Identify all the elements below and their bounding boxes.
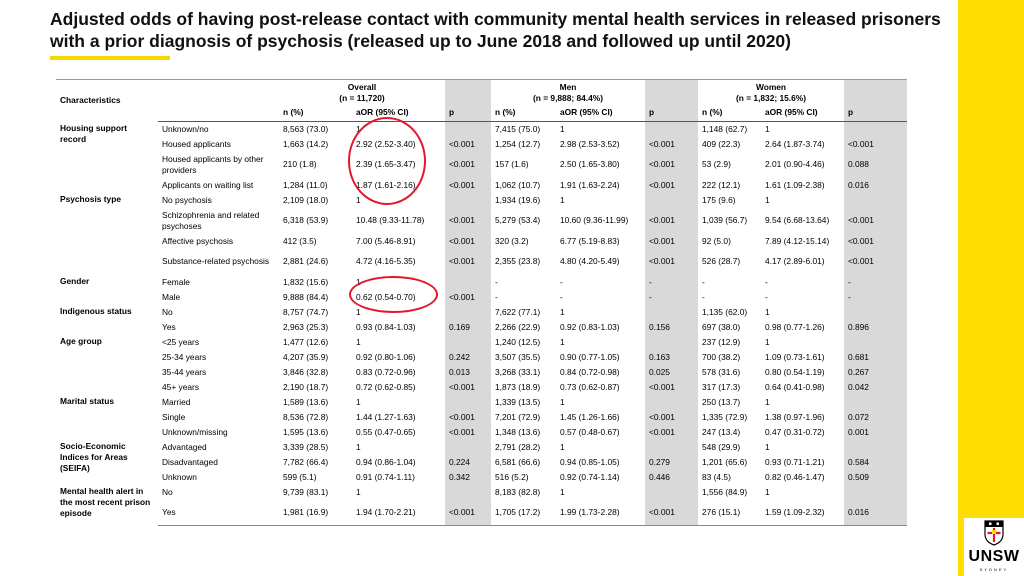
n-percent-cell: 697 (38.0) [702,321,741,332]
aor-cell: 1 [356,276,361,287]
aor-cell: 0.64 (0.41-0.98) [765,381,825,392]
col-header-aor: aOR (95% CI) [352,104,445,122]
aor-cell: 0.93 (0.71-1.21) [765,456,825,467]
n-percent-cell: 157 (1.6) [495,159,529,169]
n-percent-cell: 2,963 (25.3) [283,321,329,332]
logo-wordmark: UNSW [968,548,1020,565]
brand-side-band [958,0,1024,576]
aor-cell: 2.01 (0.90-4.46) [765,159,825,169]
p-value-cell: <0.001 [445,500,491,526]
aor-cell: 0.93 (0.84-1.03) [356,321,416,332]
n-percent-cell: 409 (22.3) [702,138,741,149]
table-row [56,249,907,275]
col-header-aor: aOR (95% CI) [556,104,645,122]
n-percent-cell: 1,135 (62.0) [702,306,748,317]
n-percent-cell: 237 (12.9) [702,336,741,347]
table-row [56,275,907,290]
aor-cell: 1 [765,336,770,347]
aor-cell: 1 [765,123,770,134]
aor-cell: 4.72 (4.16-5.35) [356,256,416,266]
p-value-cell: - [844,275,907,290]
aor-cell: 2.92 (2.52-3.40) [356,138,416,149]
aor-cell: 1 [356,336,361,347]
aor-cell: - [560,291,563,302]
aor-cell: 6.77 (5.19-8.83) [560,235,620,246]
aor-cell: 0.62 (0.54-0.70) [356,291,416,302]
aor-cell: 1 [765,441,770,452]
aor-cell: 9.54 (6.68-13.64) [765,215,830,225]
p-value-cell: <0.001 [645,425,698,440]
n-percent-cell: 8,536 (72.8) [283,411,329,422]
p-value-cell: <0.001 [645,152,698,178]
p-value-cell [445,335,491,350]
aor-cell: 1 [765,194,770,205]
p-value-cell [645,485,698,500]
aor-cell: 0.80 (0.54-1.19) [765,366,825,377]
p-value-cell: <0.001 [645,500,698,526]
n-percent-cell: - [702,291,705,302]
slide-title: Adjusted odds of having post-release contact with community mental health services in released prisoners with a prior diagnosis of psychosis (released up to June 2018 and followed up until 2020) [50,9,941,51]
aor-cell: 1 [765,396,770,407]
n-percent-cell: 1,039 (56.7) [702,215,748,225]
p-value-cell: 0.025 [645,365,698,380]
level-cell: Unknown [162,471,197,482]
p-value-cell: <0.001 [645,208,698,234]
group-header-overall: Overall (n = 11,720) [339,82,385,103]
p-value-cell: <0.001 [645,178,698,193]
p-value-cell [844,335,907,350]
level-cell: No psychosis [162,194,212,205]
aor-cell: 1.61 (1.09-2.38) [765,179,825,190]
aor-cell: 0.73 (0.62-0.87) [560,381,620,392]
p-value-cell: <0.001 [645,410,698,425]
p-value-cell: <0.001 [445,152,491,178]
p-value-cell: 0.342 [445,470,491,485]
p-value-cell: 0.279 [645,455,698,470]
n-percent-cell: 210 (1.8) [283,159,317,169]
n-percent-cell: 9,888 (84.4) [283,291,329,302]
p-value-cell [445,193,491,208]
n-percent-cell: 1,556 (84.9) [702,486,748,497]
table-row [56,485,907,500]
n-percent-cell: 276 (15.1) [698,500,761,526]
n-percent-cell: - [495,276,498,287]
p-value-cell: 0.088 [844,152,907,178]
n-percent-cell: 578 (31.6) [702,366,741,377]
n-percent-cell: 320 (3.2) [495,235,529,246]
n-percent-cell: 6,318 (53.9) [283,215,329,225]
aor-cell: 0.82 (0.46-1.47) [765,471,825,482]
aor-cell: 0.92 (0.74-1.14) [560,471,620,482]
p-value-cell [844,305,907,320]
n-percent-cell: 1,663 (14.2) [283,138,329,149]
table-row [56,350,907,365]
aor-cell: 4.80 (4.20-5.49) [560,256,620,266]
p-value-cell: 0.042 [844,380,907,395]
p-value-cell [445,485,491,500]
p-value-cell [844,122,907,137]
aor-cell: 1.09 (0.73-1.61) [765,351,825,362]
n-percent-cell: 175 (9.6) [702,194,736,205]
aor-cell: 2.50 (1.65-3.80) [560,159,620,169]
p-value-cell: 0.681 [844,350,907,365]
aor-cell: 0.92 (0.83-1.03) [560,321,620,332]
n-percent-cell: 516 (5.2) [495,471,529,482]
p-value-cell: <0.001 [445,290,491,305]
aor-cell: 10.48 (9.33-11.78) [356,215,425,225]
n-percent-cell: 4,207 (35.9) [283,351,329,362]
aor-cell: 2.64 (1.87-3.74) [765,138,825,149]
n-percent-cell: 1,832 (15.6) [283,276,329,287]
p-value-cell [645,193,698,208]
table-row [56,178,907,193]
aor-cell: 1 [356,306,361,317]
level-cell: Schizophrenia and related psychoses [162,209,260,231]
n-percent-cell: 250 (13.7) [702,396,741,407]
table-row [56,425,907,440]
n-percent-cell: 83 (4.5) [702,471,731,482]
group-header-women: Women (n = 1,832; 15.6%) [735,82,807,103]
aor-cell: 1.99 (1.73-2.28) [556,500,645,526]
aor-cell: 1 [560,306,565,317]
level-cell: Unknown/missing [162,426,228,437]
characteristic-label: Marital status [60,395,114,406]
aor-cell: 0.72 (0.62-0.85) [356,381,416,392]
aor-cell: 2.98 (2.53-3.52) [560,138,620,149]
n-percent-cell: 1,981 (16.9) [279,500,352,526]
results-table-container [56,79,907,526]
characteristic-label: Age group [60,335,102,346]
p-value-cell: <0.001 [445,249,491,275]
n-percent-cell: 317 (17.3) [702,381,741,392]
table-row [56,234,907,249]
table-row [56,152,907,178]
p-value-cell: <0.001 [445,425,491,440]
aor-cell: 1.59 (1.09-2.32) [761,500,844,526]
n-percent-cell: 548 (29.9) [702,441,741,452]
group-header-men: Men (n = 9,888; 84.4%) [532,82,604,103]
aor-cell: 4.17 (2.89-6.01) [765,256,825,266]
unsw-logo [964,518,1024,576]
p-value-cell: 0.224 [445,455,491,470]
n-percent-cell: 92 (5.0) [702,235,731,246]
p-value-cell [445,275,491,290]
p-value-cell: <0.001 [445,208,491,234]
p-value-cell: 0.267 [844,365,907,380]
n-percent-cell: 1,201 (65.6) [702,456,748,467]
p-value-cell: 0.156 [645,320,698,335]
table-row [56,455,907,470]
characteristic-label: Mental health alert in the most recent prison episode [60,485,151,518]
n-percent-cell: 1,705 (17.2) [491,500,556,526]
table-row [56,335,907,350]
table-row [56,380,907,395]
p-value-cell [445,305,491,320]
p-value-cell: - [844,290,907,305]
level-cell: Unknown/no [162,123,209,134]
col-header-p: p [844,104,907,122]
aor-cell: 1.94 (1.70-2.21) [352,500,445,526]
aor-cell: 0.90 (0.77-1.05) [560,351,620,362]
aor-cell: 1.44 (1.27-1.63) [356,411,416,422]
aor-cell: 1 [560,441,565,452]
p-value-cell: - [645,275,698,290]
p-value-cell: 0.584 [844,455,907,470]
n-percent-cell: 6,581 (66.6) [495,456,541,467]
n-percent-cell: 3,268 (33.1) [495,366,541,377]
aor-cell: 1 [560,194,565,205]
aor-cell: 1 [356,441,361,452]
aor-cell: 0.98 (0.77-1.26) [765,321,825,332]
table-row [56,320,907,335]
level-cell: No [162,306,173,317]
table-row [56,365,907,380]
p-value-cell: <0.001 [844,234,907,249]
table-row [56,440,907,455]
level-cell: Applicants on waiting list [162,179,254,190]
level-cell: <25 years [162,336,200,347]
level-cell: No [162,486,173,497]
n-percent-cell: 412 (3.5) [283,235,317,246]
crest-icon [984,520,1004,546]
aor-cell: - [560,276,563,287]
n-percent-cell: 1,339 (13.5) [495,396,541,407]
n-percent-cell: 9,739 (83.1) [283,486,329,497]
level-cell: Housed applicants [162,138,231,149]
level-cell: Yes [162,321,176,332]
n-percent-cell: 3,507 (35.5) [495,351,541,362]
level-cell: Advantaged [162,441,207,452]
aor-cell: 0.57 (0.48-0.67) [560,426,620,437]
p-value-cell: <0.001 [645,249,698,275]
p-value-cell: <0.001 [645,380,698,395]
level-cell: Female [162,276,190,287]
level-cell: Substance-related psychosis [162,256,270,266]
table-row [56,305,907,320]
aor-cell: 0.92 (0.80-1.06) [356,351,416,362]
p-value-cell [844,193,907,208]
n-percent-cell: 5,279 (53.4) [495,215,541,225]
p-value-cell: - [645,290,698,305]
aor-cell: 1.38 (0.97-1.96) [765,411,825,422]
p-value-cell: <0.001 [645,234,698,249]
n-percent-cell: 222 (12.1) [702,179,741,190]
n-percent-cell: 2,266 (22.9) [495,321,541,332]
n-percent-cell: 8,757 (74.7) [283,306,329,317]
p-value-cell [645,122,698,137]
n-percent-cell: 2,190 (18.7) [283,381,329,392]
p-value-cell [844,485,907,500]
n-percent-cell: 700 (38.2) [702,351,741,362]
title-underline [50,56,170,60]
table-row [56,193,907,208]
aor-cell: 0.47 (0.31-0.72) [765,426,825,437]
n-percent-cell: 1,284 (11.0) [283,179,328,190]
p-value-cell [445,440,491,455]
n-percent-cell: 2,355 (23.8) [495,256,541,266]
level-cell: Yes [158,500,279,526]
aor-cell: 7.00 (5.46-8.91) [356,235,416,246]
level-cell: 35-44 years [162,366,207,377]
n-percent-cell: 53 (2.9) [702,159,731,169]
level-cell: Housed applicants by other providers [162,153,264,175]
aor-cell: 1.45 (1.26-1.66) [560,411,620,422]
n-percent-cell: 247 (13.4) [702,426,741,437]
p-value-cell: <0.001 [645,137,698,152]
characteristic-label: Psychosis type [60,193,121,204]
n-percent-cell: 1,595 (13.6) [283,426,329,437]
n-percent-cell: 7,622 (77.1) [495,306,541,317]
aor-cell: 1 [765,486,770,497]
aor-cell: - [765,291,768,302]
aor-cell: 7.89 (4.12-15.14) [765,235,830,246]
p-value-cell [844,440,907,455]
col-header-aor: aOR (95% CI) [761,104,844,122]
level-cell: 45+ years [162,381,200,392]
p-value-cell: 0.016 [844,500,907,526]
aor-cell: 1.91 (1.63-2.24) [560,179,620,190]
level-cell: Male [162,291,181,302]
results-table [56,79,907,526]
n-percent-cell: 1,240 (12.5) [495,336,541,347]
logo-subtext: SYDNEY [979,567,1009,572]
level-cell: Single [162,411,186,422]
aor-cell: 1 [356,194,361,205]
p-value-cell: 0.072 [844,410,907,425]
table-row [56,500,907,526]
n-percent-cell: 2,881 (24.6) [283,256,329,266]
n-percent-cell: 526 (28.7) [702,256,741,266]
n-percent-cell: 3,846 (32.8) [283,366,329,377]
p-value-cell: 0.013 [445,365,491,380]
p-value-cell: <0.001 [844,208,907,234]
aor-cell: 0.94 (0.86-1.04) [356,456,416,467]
level-cell: Affective psychosis [162,235,234,246]
aor-cell: 1 [356,396,361,407]
table-row [56,395,907,410]
table-row [56,470,907,485]
characteristic-label: Indigenous status [60,305,132,316]
n-percent-cell: 1,348 (13.6) [495,426,541,437]
p-value-cell: 0.001 [844,425,907,440]
n-percent-cell: 1,335 (72.9) [702,411,748,422]
n-percent-cell: 1,062 (10.7) [495,179,541,190]
n-percent-cell: - [702,276,705,287]
aor-cell: - [765,276,768,287]
table-row [56,208,907,234]
col-header-p: p [445,104,491,122]
p-value-cell: <0.001 [844,249,907,275]
characteristic-label: Housing support record [60,122,127,144]
n-percent-cell: 1,589 (13.6) [283,396,329,407]
n-percent-cell: 7,782 (66.4) [283,456,329,467]
characteristic-label: Gender [60,275,90,286]
n-percent-cell: 3,339 (28.5) [283,441,329,452]
table-row [56,137,907,152]
header-row-columns [56,104,907,122]
n-percent-cell: 1,148 (62.7) [702,123,748,134]
aor-cell: 10.60 (9.36-11.99) [560,215,629,225]
aor-cell: 1 [560,396,565,407]
col-header-n: n (%) [279,104,352,122]
n-percent-cell: 1,254 (12.7) [495,138,541,149]
col-header-n: n (%) [698,104,761,122]
n-percent-cell: 1,934 (19.6) [495,194,541,205]
aor-cell: 0.91 (0.74-1.11) [356,471,415,482]
table-row [56,290,907,305]
p-value-cell: <0.001 [445,178,491,193]
p-value-cell: 0.169 [445,320,491,335]
n-percent-cell: 8,183 (82.8) [495,486,541,497]
p-value-cell [645,305,698,320]
p-value-cell: 0.163 [645,350,698,365]
aor-cell: 1 [356,123,361,134]
aor-cell: 1 [560,123,565,134]
aor-cell: 1 [560,486,565,497]
p-value-cell [645,335,698,350]
col-header-p: p [645,104,698,122]
characteristic-label: Socio-Economic Indices for Areas (SEIFA) [60,440,128,473]
aor-cell: 1 [765,306,770,317]
level-cell: Married [162,396,191,407]
col-header-n: n (%) [491,104,556,122]
characteristics-header: Characteristics [60,95,121,106]
level-cell: Disadvantaged [162,456,218,467]
aor-cell: 1.87 (1.61-2.16) [356,179,416,190]
n-percent-cell: 1,873 (18.9) [495,381,541,392]
aor-cell: 0.55 (0.47-0.65) [356,426,416,437]
n-percent-cell: 7,201 (72.9) [495,411,541,422]
n-percent-cell: 599 (5.1) [283,471,317,482]
aor-cell: 1 [356,486,361,497]
aor-cell: 2.39 (1.65-3.47) [356,159,416,169]
table-body [56,122,907,526]
p-value-cell: 0.446 [645,470,698,485]
p-value-cell: <0.001 [445,234,491,249]
n-percent-cell: 8,563 (73.0) [283,123,329,134]
n-percent-cell: - [495,291,498,302]
p-value-cell: <0.001 [844,137,907,152]
p-value-cell: 0.896 [844,320,907,335]
p-value-cell: <0.001 [445,137,491,152]
p-value-cell: <0.001 [445,410,491,425]
p-value-cell [645,440,698,455]
p-value-cell [844,395,907,410]
p-value-cell [445,395,491,410]
n-percent-cell: 1,477 (12.6) [283,336,329,347]
header-row-groups [56,80,907,105]
p-value-cell [445,122,491,137]
n-percent-cell: 2,109 (18.0) [283,194,329,205]
p-value-cell: 0.016 [844,178,907,193]
n-percent-cell: 2,791 (28.2) [495,441,541,452]
aor-cell: 0.94 (0.85-1.05) [560,456,620,467]
p-value-cell: 0.509 [844,470,907,485]
p-value-cell [645,395,698,410]
table-row [56,122,907,137]
p-value-cell: <0.001 [445,380,491,395]
n-percent-cell: 7,415 (75.0) [495,123,541,134]
level-cell: 25-34 years [162,351,207,362]
table-row [56,410,907,425]
p-value-cell: 0.242 [445,350,491,365]
aor-cell: 0.83 (0.72-0.96) [356,366,416,377]
aor-cell: 0.84 (0.72-0.98) [560,366,620,377]
aor-cell: 1 [560,336,565,347]
